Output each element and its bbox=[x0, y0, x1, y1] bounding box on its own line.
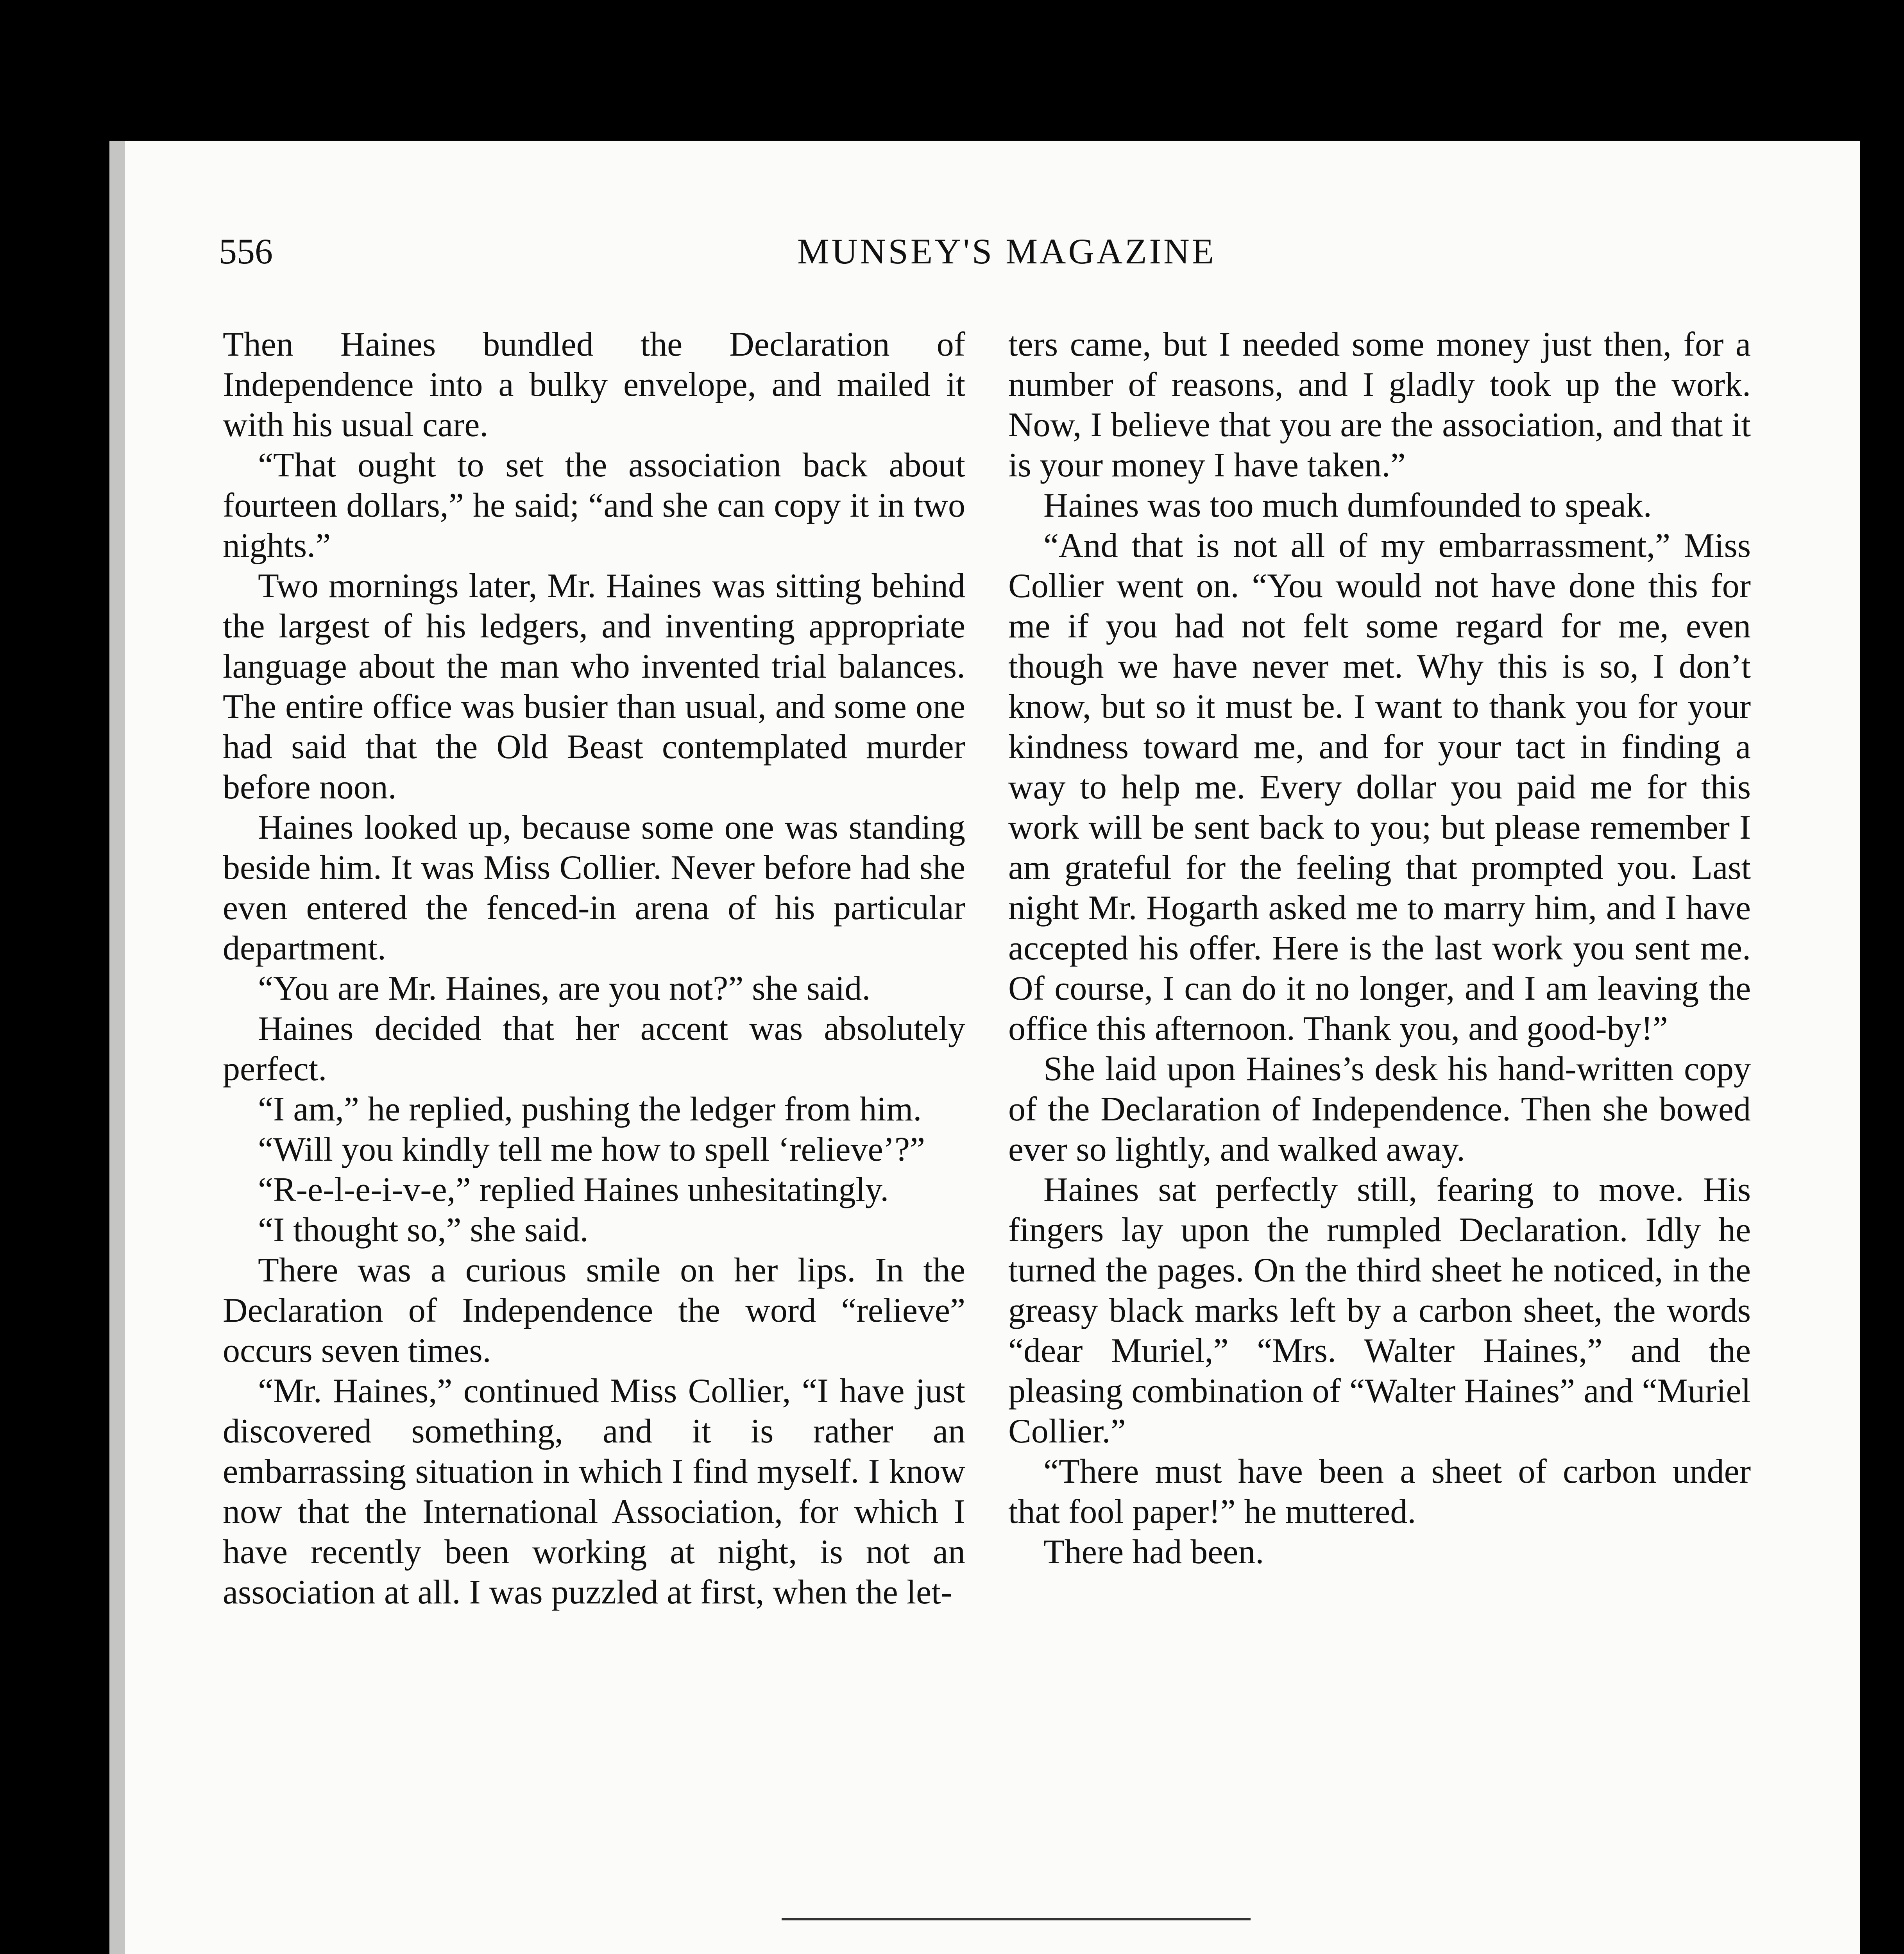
paragraph: “R-e-l-e-i-v-e,” replied Haines unhesitatingly. bbox=[258, 1171, 889, 1209]
paragraph: “And that is not all of my embarrassment,” Miss Collier went on. “You would not have done this for me if you had not felt some regard for me, even though we have never met. Why this is so, I don’t know, but so it must be. I want to thank you for your kindness toward me, and for your tact in finding a way to help me. Every dollar you paid me for this work will be sent back to you; but please remember I am grateful for the feeling that prompted you. Last night Mr. Hogarth asked me to marry him, and I have accepted his offer. Here is the last work you sent me. Of course, I can do it no longer, and I am leaving the office this afternoon. Thank you, and good-by!” bbox=[1008, 527, 1751, 1048]
paragraph: “Mr. Haines,” continued Miss Collier, “I have just discovered something, and it is rather an embarrassing situation in which I find myself. I know now that the International Association, for which I have recently been working at night, is not an association at all. I was puzzled at first, when the let- bbox=[223, 1372, 965, 1611]
page-header bbox=[219, 231, 1411, 274]
paragraph: Then Haines bundled the Declaration of Independence into a bulky envelope, and mailed it with his usual care. bbox=[223, 326, 965, 444]
paragraph: Two mornings later, Mr. Haines was sitting behind the largest of his ledgers, and inventing appropriate language about the man who invented trial balances. The entire office was busier than usual, and some one had said that the Old Beast contemplated murder before noon. bbox=[223, 567, 965, 806]
paragraph: “Will you kindly tell me how to spell ‘relieve’?” bbox=[258, 1131, 925, 1168]
running-title: MUNSEY'S MAGAZINE bbox=[797, 231, 1216, 271]
paragraph: There had been. bbox=[1043, 1533, 1264, 1571]
paragraph: “I am,” he replied, pushing the ledger from him. bbox=[258, 1090, 922, 1128]
paragraph: “You are Mr. Haines, are you not?” she said. bbox=[258, 970, 871, 1007]
column-left-top bbox=[223, 324, 965, 1612]
paragraph: “I thought so,” she said. bbox=[258, 1211, 589, 1249]
paragraph: Haines decided that her accent was absolutely perfect. bbox=[223, 1010, 965, 1088]
paragraph: Haines was too much dumfounded to speak. bbox=[1043, 487, 1652, 524]
paragraph: Haines looked up, because some one was standing beside him. It was Miss Collier. Never before had she even entered the fenced-in arena of his particular department. bbox=[223, 809, 965, 967]
page-number: 556 bbox=[219, 231, 273, 271]
paragraph: ters came, but I needed some money just then, for a number of reasons, and I gladly took up the work. Now, I believe that you are the association, and that it is your money I have taken.” bbox=[1008, 326, 1751, 484]
section-divider-rule bbox=[782, 1918, 1251, 1920]
magazine-page bbox=[109, 141, 1860, 1954]
paragraph: “That ought to set the association back about fourteen dollars,” he said; “and she can copy it in two nights.” bbox=[223, 446, 965, 565]
paragraph: There was a curious smile on her lips. In the Declaration of Independence the word “relieve” occurs seven times. bbox=[223, 1251, 965, 1370]
page-spine-shadow bbox=[109, 141, 125, 1954]
paragraph: “There must have been a sheet of carbon under that fool paper!” he muttered. bbox=[1008, 1453, 1751, 1531]
column-right-top bbox=[1008, 324, 1751, 1572]
paragraph: Haines sat perfectly still, fearing to move. His fingers lay upon the rumpled Declaration. Idly he turned the pages. On the third sheet he noticed, in the greasy black marks left by a carbon sheet, the words “dear Muriel,” “Mrs. Walter Haines,” and the pleasing combination of “Walter Haines” and “Muriel Collier.” bbox=[1008, 1171, 1751, 1450]
paragraph: She laid upon Haines’s desk his hand-written copy of the Declaration of Independence. Then she bowed ever so lightly, and walked away. bbox=[1008, 1050, 1751, 1168]
